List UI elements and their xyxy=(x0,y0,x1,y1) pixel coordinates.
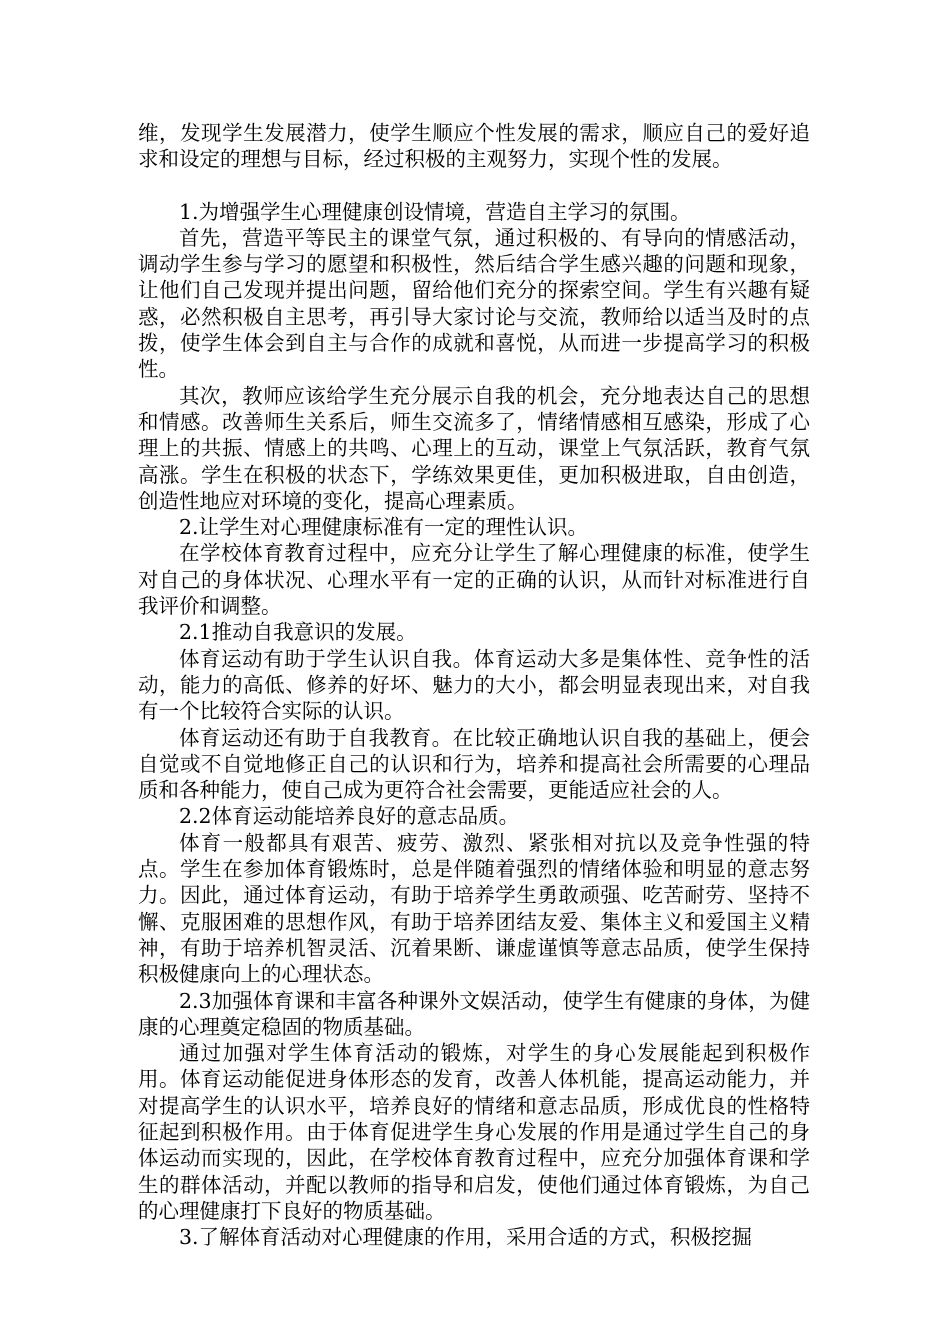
paragraph: 在学校体育教育过程中，应充分让学生了解心理健康的标准，使学生对自己的身体状况、心理水平有一定的正确的认识，从而针对标准进行自我评价和调整。 xyxy=(138,541,810,619)
paragraph: 体育运动还有助于自我教育。在比较正确地认识自我的基础上，便会自觉或不自觉地修正自己的认识和行为，培养和提高社会所需要的心理品质和各种能力，使自己成为更符合社会需要，更能适应社会的人。 xyxy=(138,725,810,803)
section-heading-2: 2.让学生对心理健康标准有一定的理性认识。 xyxy=(179,515,589,540)
paragraph: 体育运动有助于学生认识自我。体育运动大多是集体性、竞争性的活动，能力的高低、修养的好坏、魅力的大小，都会明显表现出来，对自我有一个比较符合实际的认识。 xyxy=(138,646,810,724)
paragraph: 首先，营造平等民主的课堂气氛，通过积极的、有导向的情感活动，调动学生参与学习的愿望和积极性，然后结合学生感兴趣的问题和现象，让他们自己发现并提出问题，留给他们充分的探索空间。学生有兴趣有疑惑，必然积极自主思考，再引导大家讨论与交流，教师给以适当及时的点拨，使学生体会到自主与合作的成就和喜悦，从而进一步提高学习的积极性。 xyxy=(138,225,810,382)
paragraph: 其次，教师应该给学生充分展示自我的机会，充分地表达自己的思想和情感。改善师生关系后，师生交流多了，情绪情感相互感染，形成了心理上的共振、情感上的共鸣、心理上的互动，课堂上气氛活跃，教育气氛高涨。学生在积极的状态下，学练效果更佳，更加积极进取，自由创造，创造性地应对环境的变化，提高心理素质。 xyxy=(138,383,810,513)
subsection-heading-2-3: 2.3加强体育课和丰富各种课外文娱活动，使学生有健康的身体，为健康的心理奠定稳固的物质基础。 xyxy=(138,988,810,1039)
section-heading-1: 1.为增强学生心理健康创设情境，营造自主学习的氛围。 xyxy=(179,199,691,224)
document-body xyxy=(138,120,810,1250)
paragraph: 通过加强对学生体育活动的锻炼，对学生的身心发展能起到积极作用。体育运动能促进身体形态的发育，改善人体机能，提高运动能力，并对提高学生的认识水平，培养良好的情绪和意志品质，形成优良的性格特征起到积极作用。由于体育促进学生身心发展的作用是通过学生自己的身体运动而实现的，因此，在学校体育教育过程中，应充分加强体育课和学生的群体活动，并配以教师的指导和启发，使他们通过体育锻炼，为自己的心理健康打下良好的物质基础。 xyxy=(138,1041,810,1223)
section-heading-3: 3.了解体育活动对心理健康的作用，采用合适的方式，积极挖掘 xyxy=(179,1225,753,1250)
subsection-heading-2-1: 2.1推动自我意识的发展。 xyxy=(179,620,417,645)
subsection-heading-2-2: 2.2体育运动能培养良好的意志品质。 xyxy=(179,804,520,829)
paragraph: 体育一般都具有艰苦、疲劳、激烈、紧张相对抗以及竞争性强的特点。学生在参加体育锻炼时，总是伴随着强烈的情绪体验和明显的意志努力。因此，通过体育运动，有助于培养学生勇敢顽强、吃苦耐劳、坚持不懈、克服困难的思想作风，有助于培养团结友爱、集体主义和爱国主义精神，有助于培养机智灵活、沉着果断、谦虚谨慎等意志品质，使学生保持积极健康向上的心理状态。 xyxy=(138,830,810,987)
paragraph-continuation: 维，发现学生发展潜力，使学生顺应个性发展的需求，顺应自己的爱好追求和设定的理想与目标，经过积极的主观努力，实现个性的发展。 xyxy=(138,121,810,172)
